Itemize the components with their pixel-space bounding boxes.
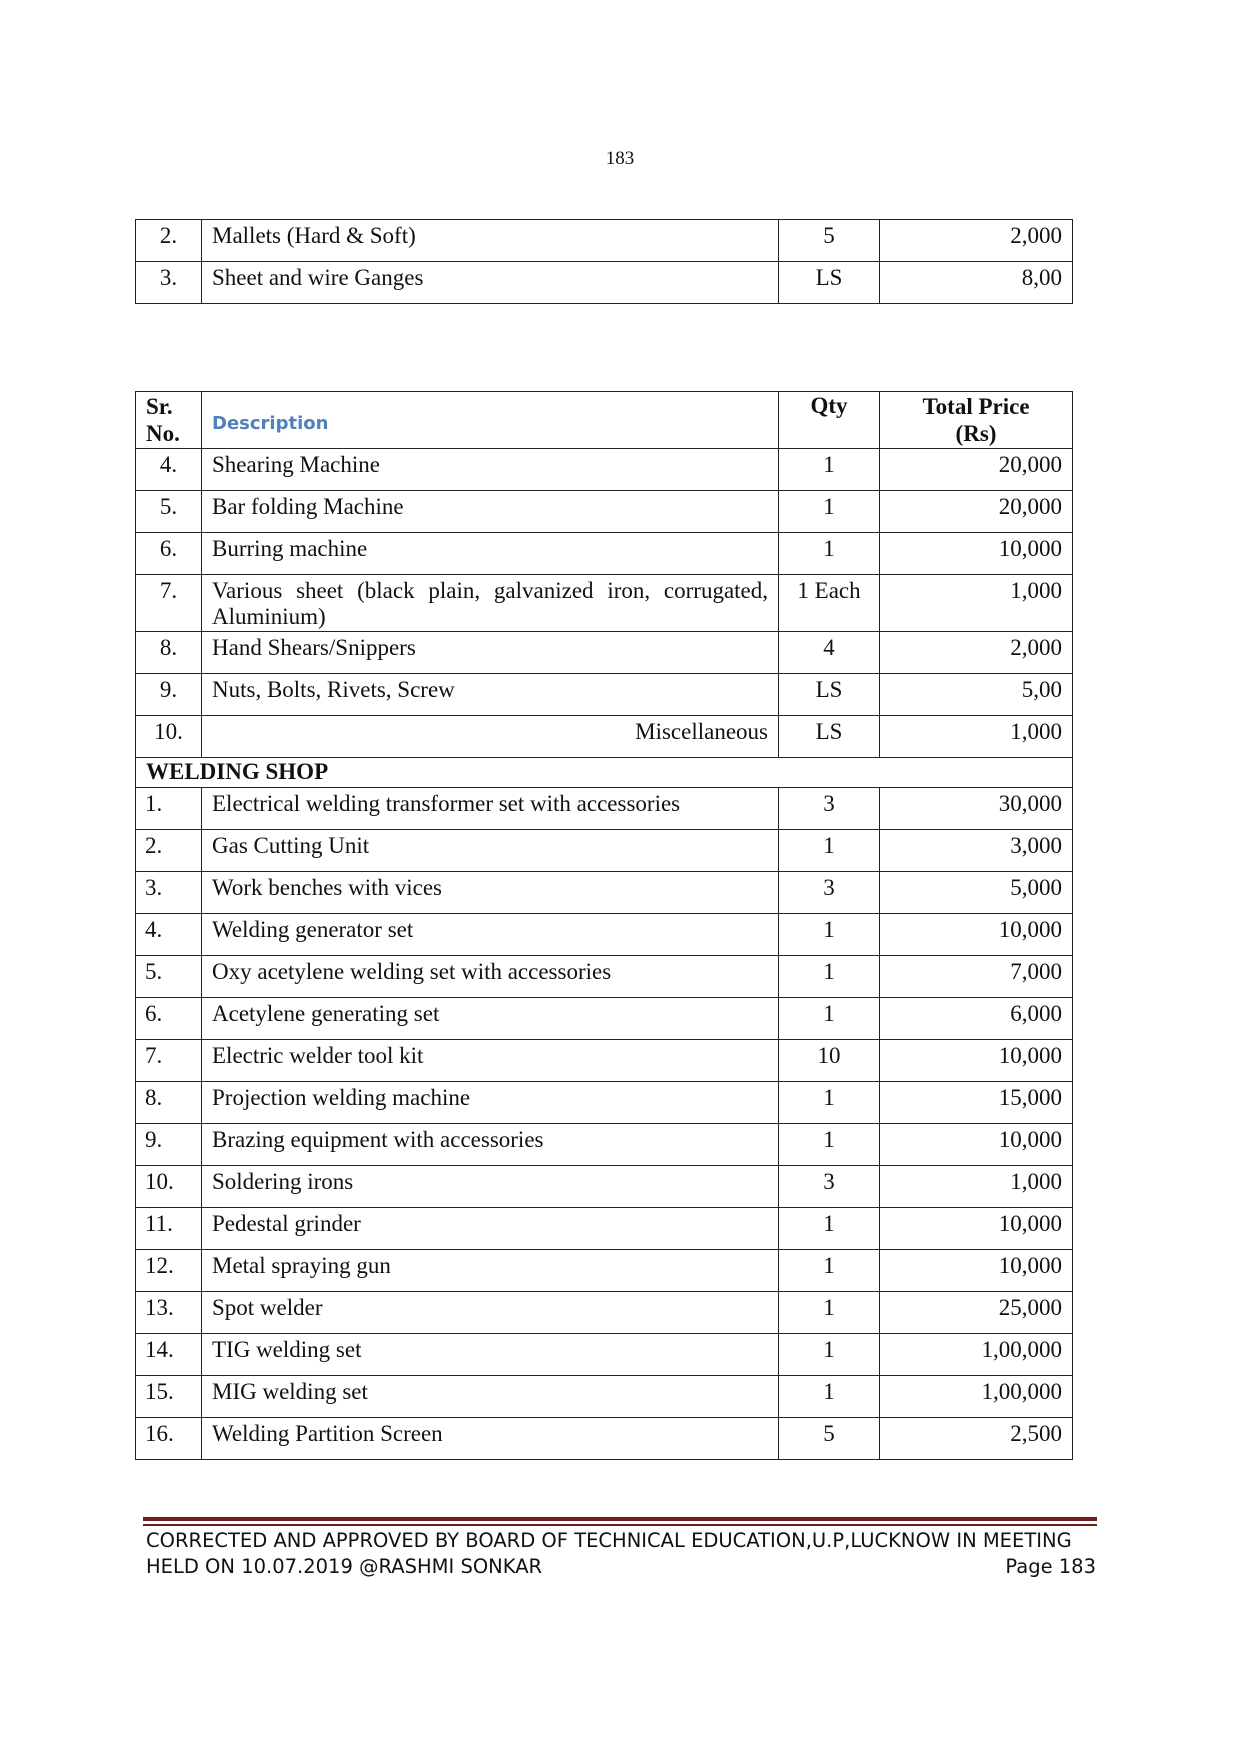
table-row [136, 575, 1073, 632]
sr-no-cell: 2. [136, 830, 202, 872]
qty-cell: 1 [779, 1250, 880, 1292]
table-row [136, 674, 1073, 716]
price-cell: 10,000 [880, 1250, 1073, 1292]
table-row [136, 1208, 1073, 1250]
description-cell: Welding generator set [202, 914, 779, 956]
description-cell: Shearing Machine [202, 449, 779, 491]
table-row [136, 914, 1073, 956]
price-cell: 1,000 [880, 716, 1073, 758]
description-cell: Gas Cutting Unit [202, 830, 779, 872]
price-cell: 7,000 [880, 956, 1073, 998]
table-row [136, 956, 1073, 998]
description-cell: Pedestal grinder [202, 1208, 779, 1250]
sr-no-cell: 6. [136, 998, 202, 1040]
price-cell: 15,000 [880, 1082, 1073, 1124]
header-price-unit: (Rs) [955, 421, 997, 446]
table-row [136, 1376, 1073, 1418]
sr-no-cell: 2. [136, 220, 202, 262]
table-row [136, 1082, 1073, 1124]
qty-cell: 1 [779, 1292, 880, 1334]
qty-cell: 3 [779, 1166, 880, 1208]
description-cell: Bar folding Machine [202, 491, 779, 533]
header-price-label: Total Price [922, 394, 1030, 419]
qty-cell: 1 [779, 830, 880, 872]
header-qty: Qty [779, 392, 880, 449]
description-cell: Electrical welding transformer set with accessories [202, 788, 779, 830]
qty-cell: 10 [779, 1040, 880, 1082]
sr-no-cell: 5. [136, 956, 202, 998]
table-row [136, 1418, 1073, 1460]
description-cell: Projection welding machine [202, 1082, 779, 1124]
qty-cell: 1 [779, 914, 880, 956]
price-cell: 1,00,000 [880, 1334, 1073, 1376]
description-cell: Mallets (Hard & Soft) [202, 220, 779, 262]
footer-rule [143, 1517, 1097, 1521]
table-row [136, 491, 1073, 533]
table-row [136, 533, 1073, 575]
sr-no-cell: 6. [136, 533, 202, 575]
qty-cell: 1 [779, 956, 880, 998]
table-row [136, 1166, 1073, 1208]
price-cell: 20,000 [880, 491, 1073, 533]
price-cell: 20,000 [880, 449, 1073, 491]
table-row [136, 1292, 1073, 1334]
table-row [136, 872, 1073, 914]
footer-rule-thin [143, 1524, 1097, 1526]
header-sr-no [136, 392, 202, 449]
price-cell: 10,000 [880, 914, 1073, 956]
table-header-row [136, 392, 1073, 449]
price-cell: 2,000 [880, 632, 1073, 674]
header-description: Description [202, 392, 779, 449]
sr-no-cell: 10. [136, 1166, 202, 1208]
description-cell: Nuts, Bolts, Rivets, Screw [202, 674, 779, 716]
qty-cell: 1 [779, 998, 880, 1040]
footer-meeting-info: HELD ON 10.07.2019 @RASHMI SONKAR [146, 1555, 543, 1578]
price-cell: 1,000 [880, 1166, 1073, 1208]
equipment-table [135, 391, 1073, 1460]
description-cell: Various sheet (black plain, galvanized iron, corrugated, Aluminium) [202, 575, 779, 632]
sr-no-cell: 10. [136, 716, 202, 758]
sr-no-cell: 8. [136, 1082, 202, 1124]
sr-no-cell: 7. [136, 575, 202, 632]
qty-cell: 1 [779, 1208, 880, 1250]
qty-cell: 1 [779, 1376, 880, 1418]
price-cell: 10,000 [880, 1124, 1073, 1166]
qty-cell: 1 Each [779, 575, 880, 632]
description-cell: Miscellaneous [202, 716, 779, 758]
description-cell: Brazing equipment with accessories [202, 1124, 779, 1166]
description-cell: Electric welder tool kit [202, 1040, 779, 1082]
sr-no-cell: 4. [136, 914, 202, 956]
price-cell: 10,000 [880, 1040, 1073, 1082]
description-cell: Sheet and wire Ganges [202, 262, 779, 304]
footer-page-label: Page 183 [1005, 1555, 1096, 1578]
footer-line-1: CORRECTED AND APPROVED BY BOARD OF TECHNICAL EDUCATION,U.P,LUCKNOW IN MEETING [146, 1529, 1072, 1552]
price-cell: 10,000 [880, 1208, 1073, 1250]
description-cell: Metal spraying gun [202, 1250, 779, 1292]
sr-no-cell: 7. [136, 1040, 202, 1082]
price-cell: 30,000 [880, 788, 1073, 830]
table-row [136, 998, 1073, 1040]
sr-no-cell: 15. [136, 1376, 202, 1418]
description-cell: MIG welding set [202, 1376, 779, 1418]
price-cell: 25,000 [880, 1292, 1073, 1334]
header-no-label: No. [146, 421, 180, 446]
description-cell: Burring machine [202, 533, 779, 575]
qty-cell: LS [779, 716, 880, 758]
section-row [136, 758, 1073, 788]
header-total-price [880, 392, 1073, 449]
table-row [136, 788, 1073, 830]
footer [146, 1528, 1096, 1580]
table-row [136, 830, 1073, 872]
price-cell: 2,000 [880, 220, 1073, 262]
section-title: WELDING SHOP [136, 758, 1073, 788]
qty-cell: 5 [779, 220, 880, 262]
qty-cell: LS [779, 674, 880, 716]
table-row [136, 262, 1073, 304]
price-cell: 3,000 [880, 830, 1073, 872]
price-cell: 6,000 [880, 998, 1073, 1040]
qty-cell: 1 [779, 1082, 880, 1124]
table-row [136, 1124, 1073, 1166]
qty-cell: 1 [779, 1334, 880, 1376]
description-cell: Welding Partition Screen [202, 1418, 779, 1460]
equipment-table-continued [135, 219, 1073, 304]
description-cell: Acetylene generating set [202, 998, 779, 1040]
table-row [136, 716, 1073, 758]
qty-cell: LS [779, 262, 880, 304]
description-cell: TIG welding set [202, 1334, 779, 1376]
header-sr-label: Sr. [146, 394, 173, 419]
price-cell: 2,500 [880, 1418, 1073, 1460]
price-cell: 8,00 [880, 262, 1073, 304]
sr-no-cell: 11. [136, 1208, 202, 1250]
price-cell: 1,000 [880, 575, 1073, 632]
qty-cell: 5 [779, 1418, 880, 1460]
qty-cell: 3 [779, 788, 880, 830]
description-cell: Hand Shears/Snippers [202, 632, 779, 674]
table-row [136, 1040, 1073, 1082]
table-row [136, 632, 1073, 674]
sr-no-cell: 1. [136, 788, 202, 830]
table-row [136, 220, 1073, 262]
footer-line-2 [146, 1554, 1096, 1580]
sr-no-cell: 9. [136, 1124, 202, 1166]
qty-cell: 1 [779, 491, 880, 533]
sr-no-cell: 16. [136, 1418, 202, 1460]
sr-no-cell: 8. [136, 632, 202, 674]
qty-cell: 3 [779, 872, 880, 914]
sr-no-cell: 3. [136, 262, 202, 304]
sr-no-cell: 14. [136, 1334, 202, 1376]
description-cell: Oxy acetylene welding set with accessories [202, 956, 779, 998]
price-cell: 10,000 [880, 533, 1073, 575]
qty-cell: 1 [779, 1124, 880, 1166]
sr-no-cell: 4. [136, 449, 202, 491]
qty-cell: 1 [779, 533, 880, 575]
description-cell: Work benches with vices [202, 872, 779, 914]
price-cell: 5,000 [880, 872, 1073, 914]
table-row [136, 449, 1073, 491]
sr-no-cell: 9. [136, 674, 202, 716]
qty-cell: 4 [779, 632, 880, 674]
price-cell: 1,00,000 [880, 1376, 1073, 1418]
description-cell: Soldering irons [202, 1166, 779, 1208]
sr-no-cell: 5. [136, 491, 202, 533]
table-row [136, 1250, 1073, 1292]
price-cell: 5,00 [880, 674, 1073, 716]
table-row [136, 1334, 1073, 1376]
sr-no-cell: 3. [136, 872, 202, 914]
sr-no-cell: 12. [136, 1250, 202, 1292]
page-number: 183 [605, 148, 635, 169]
qty-cell: 1 [779, 449, 880, 491]
description-cell: Spot welder [202, 1292, 779, 1334]
sr-no-cell: 13. [136, 1292, 202, 1334]
